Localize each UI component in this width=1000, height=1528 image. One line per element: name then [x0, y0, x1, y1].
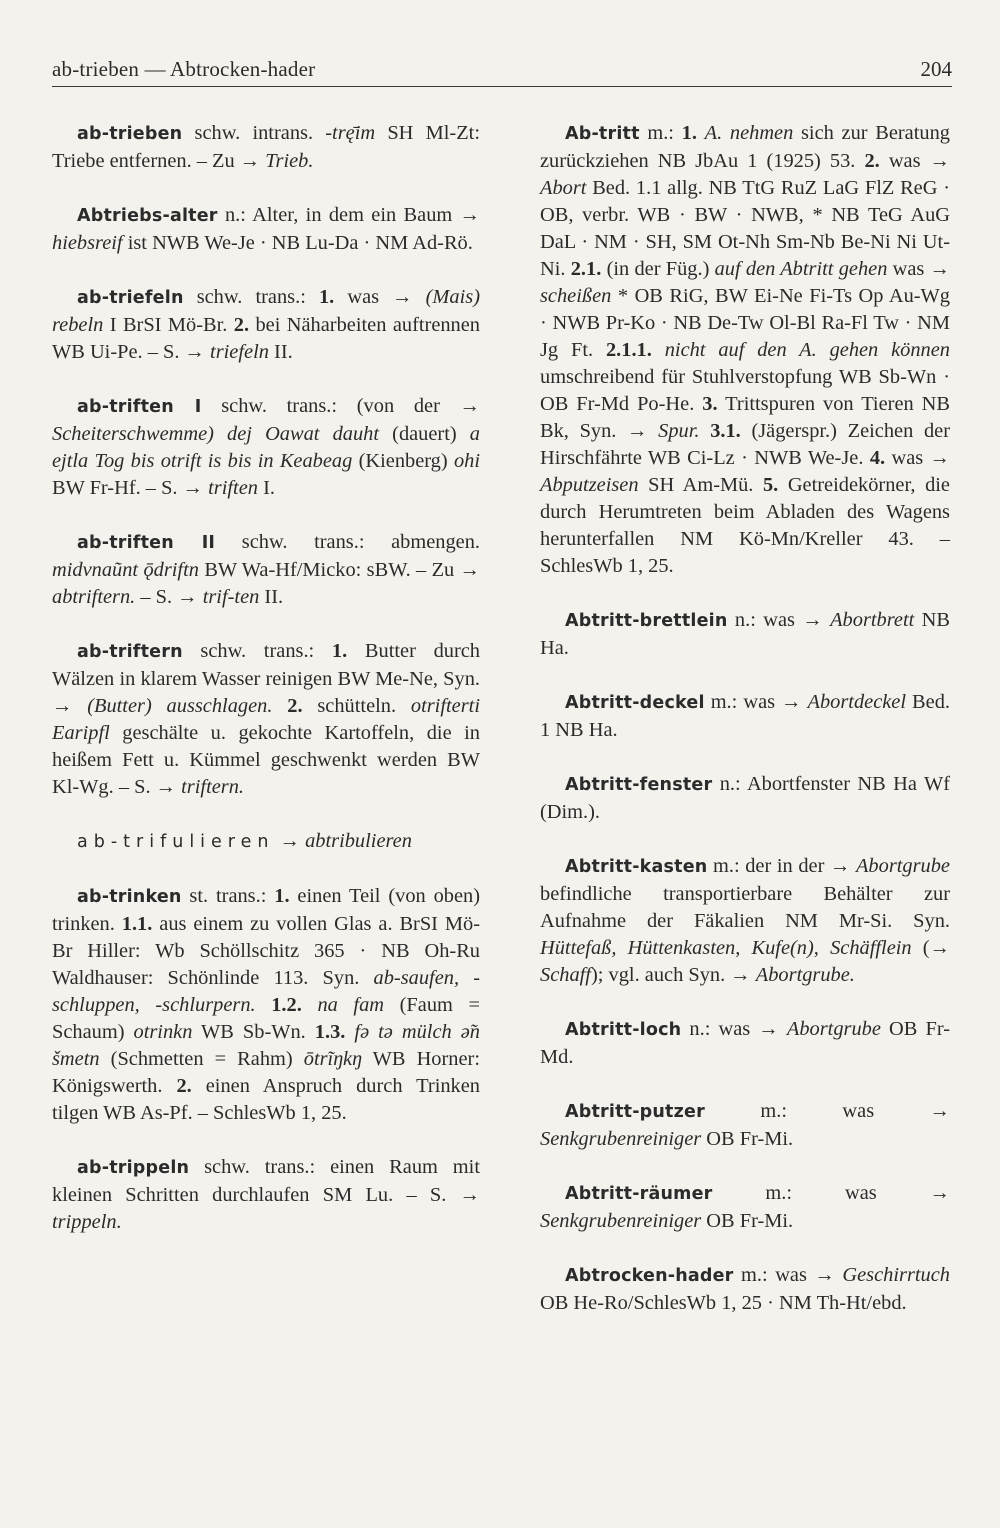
entry-text: (in der Füg.): [601, 258, 715, 280]
entry-headword: Abtritt-loch: [565, 1020, 682, 1040]
entry-text: Getreidekörner, die durch Herumtreten beim Abladen des Wagens herunterfallen NM Kö-Mn/Kreller 43. – SchlesWb 1, 25.: [540, 474, 950, 577]
entry-italic-text: Senkgrubenreiniger: [540, 1128, 702, 1150]
entry-text: geschälte u. gekochte Kartoffeln, die in heißem Fett u. Kümmel geschwenkt werden BW Kl-Wg. – S. →: [52, 722, 480, 798]
entry-headword: Abtriebs-alter: [77, 206, 218, 226]
entry-italic-text: A. nehmen: [704, 122, 794, 144]
entry-italic-text: ab-saufen, -schluppen, -schlurpern.: [52, 967, 480, 1016]
entry-italic-text: hiebsreif: [52, 232, 123, 254]
entry-italic-text: ōtrĩŋkŋ: [303, 1048, 362, 1070]
entry-text: befindliche transportierbare Behälter zur Aufnahme der Fäkalien NM Mr-Si. Syn.: [540, 883, 950, 932]
entry-italic-text: abtriftern.: [52, 586, 136, 608]
entry-italic-text: triftern.: [181, 776, 245, 798]
entry-italic-text: nicht auf den A. gehen können: [664, 339, 950, 361]
entry-italic-text: Abputzeisen: [540, 474, 639, 496]
entry-italic-text: fə tə mülch ə̃n šmetn: [52, 1021, 480, 1070]
entry-text: [697, 122, 705, 144]
entry-italic-text: trippeln.: [52, 1211, 122, 1233]
entry-headword: Abtritt-putzer: [565, 1102, 705, 1122]
entry-text: WB Sb-Wn.: [192, 1021, 315, 1043]
sense-number: 1.1.: [121, 913, 153, 935]
entry-italic-text: triften: [208, 477, 258, 499]
entry-italic-text: Senkgrubenreiniger: [540, 1210, 702, 1232]
entry-text: was →: [334, 286, 426, 308]
sense-number: 2.: [287, 695, 303, 717]
entry-italic-text: Abortdeckel: [807, 691, 907, 713]
sense-number: 3.1.: [710, 420, 741, 442]
entry-text: (Kienberg): [352, 450, 454, 472]
entry-italic-text: midvnaũnt ǭdriftn: [52, 559, 199, 581]
entry-italic-text: Abortgrube: [855, 855, 950, 877]
entry-text: OB Fr-Md.: [540, 1018, 950, 1068]
entry-text: NB Ha.: [540, 609, 950, 659]
entry-text: [652, 339, 665, 361]
dictionary-entry: [540, 607, 950, 662]
entry-text: m.: was →: [704, 1100, 950, 1122]
entry-text: schw. trans.:: [182, 640, 332, 662]
dictionary-entry: [52, 883, 480, 1127]
dictionary-entry: [540, 1180, 950, 1235]
entry-text: I BrSI Mö-Br.: [103, 314, 234, 336]
entry-text: [700, 420, 711, 442]
dictionary-entry: [52, 202, 480, 257]
entry-headword: ab-trinken: [77, 887, 182, 907]
dictionary-entry: [540, 1262, 950, 1317]
sense-number: 1.3.: [314, 1021, 346, 1043]
entry-headword: ab-trippeln: [77, 1158, 190, 1178]
entry-text: schw. trans.: abmengen.: [215, 531, 480, 553]
sense-number: 1.2.: [271, 994, 302, 1016]
left-column: [52, 120, 480, 1263]
dictionary-entry: [52, 638, 480, 801]
entry-headword: Ab-tritt: [565, 124, 640, 144]
entry-text: Butter durch Wälzen in klarem Wasser reinigen BW Me-Ne, Syn. →: [52, 640, 480, 717]
entry-headword: ab-triften I: [77, 397, 202, 417]
entry-text: (Jägerspr.) Zeichen der Hirschfährte WB Ci-Lz · NWB We-Je.: [540, 420, 950, 469]
entry-text: aus einem zu vollen Glas a. BrSI Mö-Br Hiller: Wb Schöllschitz 365 · NB Oh-Ru Waldhauser: Schönlinde 113. Syn.: [52, 913, 480, 989]
entry-italic-text: Abort: [540, 177, 587, 199]
entry-text: * OB RiG, BW Ei-Ne Fi-Ts Op Au-Wg · NWB Pr-Ko · NB De-Tw Ol-Bl Ra-Fl Tw · NM Jg Ft.: [540, 285, 950, 361]
entry-text: II.: [259, 586, 284, 608]
entry-text: einen Teil (von oben) trinken.: [52, 885, 480, 935]
entry-italic-text: Hüttefaß, Hüttenkasten, Kufe(n), Schäfflein: [540, 937, 912, 959]
entry-text: m.: was →: [704, 691, 808, 713]
dictionary-entry: [52, 828, 480, 856]
entry-italic-text: (Mais) rebeln: [52, 286, 480, 336]
entry-headword: Abtritt-deckel: [565, 693, 705, 713]
entry-text: n.: Alter, in dem ein Baum →: [217, 204, 480, 226]
sense-number: 2.: [864, 150, 880, 172]
entry-text: SH Am-Mü.: [638, 474, 763, 496]
entry-text: Trittspuren von Tieren NB Bk, Syn. →: [540, 393, 950, 442]
entry-text: BW Fr-Hf. – S. →: [52, 477, 209, 499]
sense-number: 1.: [331, 640, 348, 662]
entry-text: was →: [887, 258, 950, 280]
entry-text: schw. trans.:: [183, 286, 319, 308]
entry-text: ); vgl. auch Syn. →: [590, 964, 756, 986]
entry-text: Bed. 1 NB Ha.: [540, 691, 950, 741]
entry-italic-text: Spur.: [658, 420, 700, 442]
running-title: ab-trieben — Abtrocken-hader: [52, 57, 316, 81]
entry-italic-text: otrinkn: [133, 1021, 193, 1043]
entry-text: schw. trans.: einen Raum mit kleinen Schritten durchlaufen SM Lu. – S. →: [52, 1156, 480, 1206]
entry-italic-text: otrifterti Earipfl: [52, 695, 480, 744]
entry-text: ist NWB We-Je · NB Lu-Da · NM Ad-Rö.: [122, 232, 473, 254]
entry-headword: Abtritt-kasten: [565, 857, 708, 877]
dictionary-entry: [540, 689, 950, 744]
dictionary-entry: [540, 1098, 950, 1153]
entry-text: II.: [268, 341, 293, 363]
dictionary-entry: [52, 284, 480, 366]
entry-headword: Abtritt-fenster: [565, 775, 713, 795]
entry-text: umschreibend für Stuhlverstopfung WB Sb-Wn · OB Fr-Md Po-He.: [540, 366, 950, 415]
entry-text: n.: Abortfenster NB Ha Wf (Dim.).: [540, 773, 950, 823]
entry-text: [256, 994, 272, 1016]
entry-text: I.: [257, 477, 275, 499]
entry-text: (Faum = Schaum): [52, 994, 480, 1043]
sense-number: 1.: [681, 122, 697, 144]
sense-number: 2.: [176, 1075, 192, 1097]
entry-headword: Abtritt-räumer: [565, 1184, 713, 1204]
entry-text: – S. →: [135, 586, 203, 608]
entry-italic-text: Geschirrtuch: [842, 1264, 950, 1286]
entry-italic-text: Trieb.: [265, 150, 314, 172]
running-header: [52, 56, 952, 87]
right-column: [540, 120, 950, 1344]
entry-text: m.: was →: [733, 1264, 843, 1286]
dictionary-entry: [52, 529, 480, 611]
entry-text: SH Ml-Zt: Triebe entfernen. – Zu →: [52, 122, 480, 172]
sense-number: 2.: [233, 314, 250, 336]
entry-text: schütteln.: [302, 695, 411, 717]
dictionary-entry: [540, 771, 950, 826]
entry-text: st. trans.:: [181, 885, 275, 907]
entry-text: n.: was →: [727, 609, 831, 631]
sense-number: 2.1.1.: [605, 339, 652, 361]
entry-italic-text: trif-ten: [202, 586, 260, 608]
dictionary-entry: [540, 120, 950, 580]
entry-text: schw. trans.: (von der →: [201, 395, 480, 417]
entry-headword: Abtrocken-hader: [565, 1266, 734, 1286]
entry-text: Bed. 1.1 allg. NB TtG RuZ LaG FlZ ReG · OB, verbr. WB · BW · NWB, * NB TeG AuG DaL · NM · SH, SM Ot-Nh Sm-Nb Be-Ni Ni Ut-Ni.: [540, 177, 950, 280]
entry-text: schw. intrans.: [182, 122, 326, 144]
entry-text: OB Fr-Mi.: [701, 1210, 794, 1232]
entry-italic-text: Scheiterschwemme) dej Oawat dauht: [52, 423, 380, 445]
entry-headword: Abtritt-brettlein: [565, 611, 728, 631]
dictionary-entry: [52, 1154, 480, 1236]
entry-italic-text: Abortgrube.: [755, 964, 855, 986]
entry-text: sich zur Beratung zurückziehen NB JbAu 1 (1925) 53.: [540, 122, 950, 172]
page-number: 204: [920, 57, 952, 81]
entry-headword: ab-trieben: [77, 124, 183, 144]
entry-headword: ab-triften II: [77, 533, 216, 553]
entry-text: WB Horner: Königswerth.: [52, 1048, 480, 1097]
entry-italic-text: Abortbrett: [830, 609, 915, 631]
dictionary-entry: [52, 393, 480, 502]
sense-number: 5.: [762, 474, 779, 496]
sense-number: 1.: [274, 885, 290, 907]
entry-text: →: [274, 830, 306, 852]
sense-number: 4.: [869, 447, 886, 469]
sense-number: 1.: [318, 286, 335, 308]
entry-text: OB Fr-Mi.: [701, 1128, 794, 1150]
entry-text: (Schmetten = Rahm): [99, 1048, 304, 1070]
entry-text: was →: [885, 447, 950, 469]
sense-number: 2.1.: [570, 258, 602, 280]
entry-text: einen Anspruch durch Trinken tilgen WB As-Pf. – SchlesWb 1, 25.: [52, 1075, 480, 1124]
entry-italic-text: -trę̄im: [325, 122, 376, 144]
entry-text: was →: [879, 150, 950, 172]
entry-text: (→: [911, 937, 950, 959]
entry-text: m.:: [639, 122, 682, 144]
entry-text: bei Näharbeiten auftrennen WB Ui-Pe. – S. →: [52, 314, 481, 363]
entry-text: m.: der in der →: [707, 855, 856, 877]
entry-italic-text: na fam: [317, 994, 385, 1016]
entry-italic-text: abtribulieren: [305, 830, 412, 852]
entry-italic-text: Abortgrube: [786, 1018, 881, 1040]
entry-text: m.: was →: [712, 1182, 950, 1204]
entry-italic-text: a ejtla Tog bis otrift is bis in Keabeag: [52, 423, 480, 472]
entry-text: [302, 994, 318, 1016]
entry-headword: ab-triftern: [77, 642, 183, 662]
entry-italic-text: auf den Abtritt gehen: [714, 258, 888, 280]
entry-text: n.: was →: [681, 1018, 787, 1040]
entry-text: BW Wa-Hf/Micko: sBW. – Zu →: [198, 559, 480, 581]
dictionary-entry: [52, 120, 480, 175]
entry-text: [272, 695, 287, 717]
entry-headword-spaced: ab-trifulieren: [77, 832, 275, 852]
entry-headword: ab-triefeln: [77, 288, 184, 308]
sense-number: 3.: [702, 393, 718, 415]
dictionary-entry: [540, 1016, 950, 1071]
entry-italic-text: scheißen: [540, 285, 612, 307]
dictionary-entry: [540, 853, 950, 989]
entry-text: OB He-Ro/SchlesWb 1, 25 · NM Th-Ht/ebd.: [540, 1292, 907, 1314]
entry-text: (dauert): [379, 423, 470, 445]
entry-italic-text: (Butter) ausschlagen.: [87, 695, 273, 717]
entry-italic-text: ohi: [453, 450, 480, 472]
entry-italic-text: Schaff: [540, 964, 591, 986]
entry-italic-text: triefeln: [210, 341, 269, 363]
